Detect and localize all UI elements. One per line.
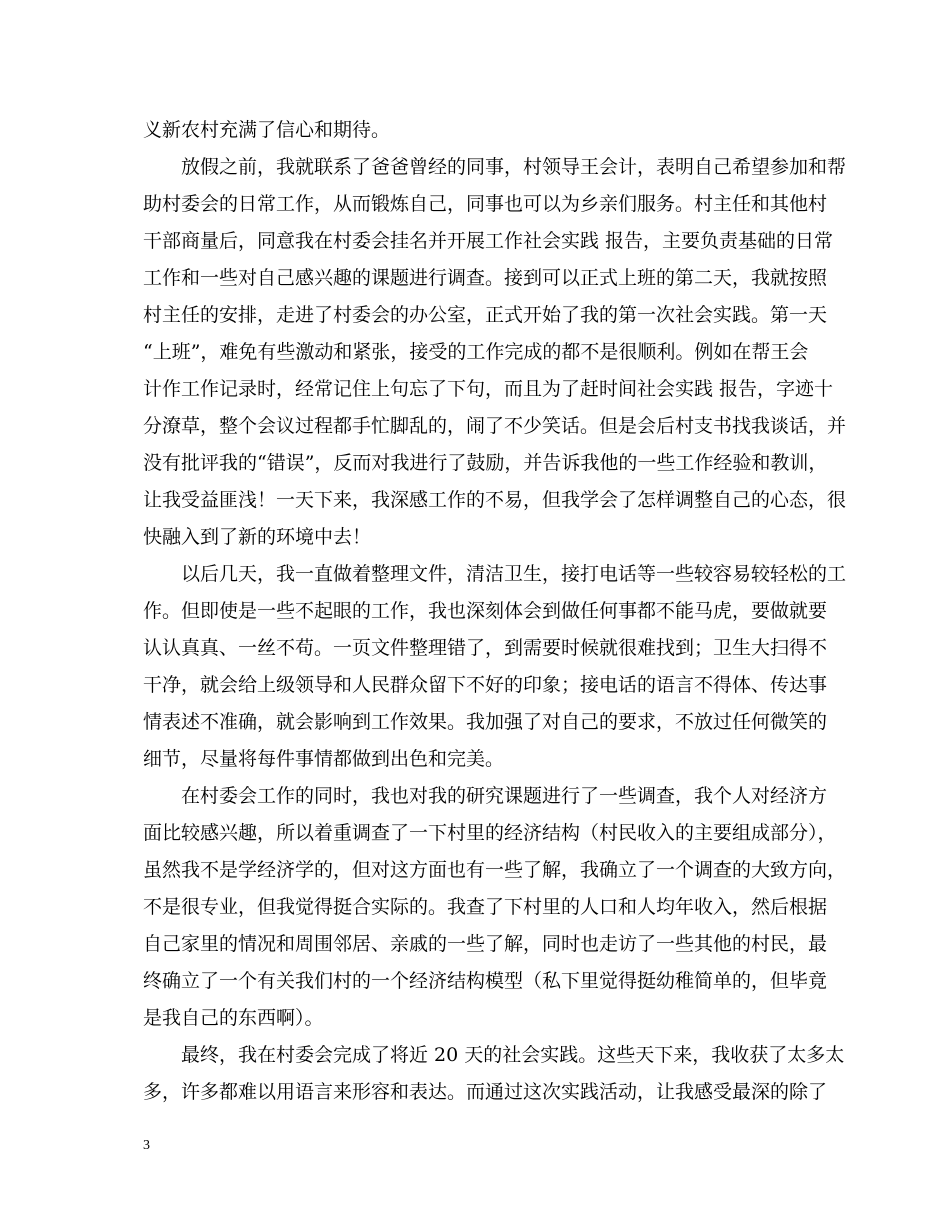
text-line: 作。但即使是一些不起眼的工作，我也深刻体会到做任何事都不能马虎，要做就要 xyxy=(143,600,828,622)
text-line: 是我自己的东西啊）。 xyxy=(143,1007,324,1029)
text-line: 面比较感兴趣，所以着重调查了一下村里的经济结构（村民收入的主要组成部分）， xyxy=(143,822,837,844)
text-line: 以后几天，我一直做着整理文件，清洁卫生，接打电话等一些较容易较轻松的工 xyxy=(181,563,847,585)
text-line: 多，许多都难以用语言来形容和表达。而通过这次实践活动，让我感受最深的除了 xyxy=(143,1081,828,1103)
text-line: “上班”，难免有些激动和紧张，接受的工作完成的都不是很顺利。例如在帮王会 xyxy=(143,341,809,363)
text-line: 细节，尽量将每件事情都做到出色和完美。 xyxy=(143,748,505,770)
text-line: 没有批评我的“错误”，反而对我进行了鼓励，并告诉我他的一些工作经验和教训， xyxy=(143,452,828,474)
text-line: 最终，我在村委会完成了将近 20 天的社会实践。这些天下来，我收获了太多太 xyxy=(181,1044,845,1066)
text-line: 让我受益匪浅！一天下来，我深感工作的不易，但我学会了怎样调整自己的心态，很 xyxy=(143,489,847,511)
text-line: 干部商量后，同意我在村委会挂名并开展工作社会实践 报告，主要负责基础的日常 xyxy=(143,230,834,252)
text-line: 认认真真、一丝不苟。一页文件整理错了，到需要时候就很难找到；卫生大扫得不 xyxy=(143,637,828,659)
text-line: 村主任的安排，走进了村委会的办公室，正式开始了我的第一次社会实践。第一天 xyxy=(143,304,828,326)
page-number: 3 xyxy=(143,1138,150,1153)
text-line: 快融入到了新的环境中去！ xyxy=(143,526,372,548)
text-line: 不是很专业，但我觉得挺合实际的。我查了下村里的人口和人均年收入，然后根据 xyxy=(143,896,828,918)
text-line: 义新农村充满了信心和期待。 xyxy=(143,119,391,141)
text-line: 分潦草，整个会议过程都手忙脚乱的，闹了不少笑话。但是会后村支书找我谈话，并 xyxy=(143,415,847,437)
text-line: 自己家里的情况和周围邻居、亲戚的一些了解，同时也走访了一些其他的村民，最 xyxy=(143,933,828,955)
text-line: 放假之前，我就联系了爸爸曾经的同事，村领导王会计，表明自己希望参加和帮 xyxy=(181,156,847,178)
text-line: 情表述不准确，就会影响到工作效果。我加强了对自己的要求，不放过任何微笑的 xyxy=(143,711,828,733)
text-line: 工作和一些对自己感兴趣的课题进行调查。接到可以正式上班的第二天，我就按照 xyxy=(143,267,828,289)
text-line: 在村委会工作的同时，我也对我的研究课题进行了一些调查，我个人对经济方 xyxy=(181,785,828,807)
text-line: 终确立了一个有关我们村的一个经济结构模型（私下里觉得挺幼稚简单的，但毕竟 xyxy=(143,970,828,992)
text-line: 助村委会的日常工作，从而锻炼自己，同事也可以为乡亲们服务。村主任和其他村 xyxy=(143,193,828,215)
body-text xyxy=(143,112,847,1111)
text-line: 干净，就会给上级领导和人民群众留下不好的印象；接电话的语言不得体、传达事 xyxy=(143,674,828,696)
text-line: 虽然我不是学经济学的，但对这方面也有一些了解，我确立了一个调查的大致方向， xyxy=(143,859,847,881)
text-line: 计作工作记录时，经常记住上句忘了下句，而且为了赶时间社会实践 报告，字迹十 xyxy=(143,378,834,400)
